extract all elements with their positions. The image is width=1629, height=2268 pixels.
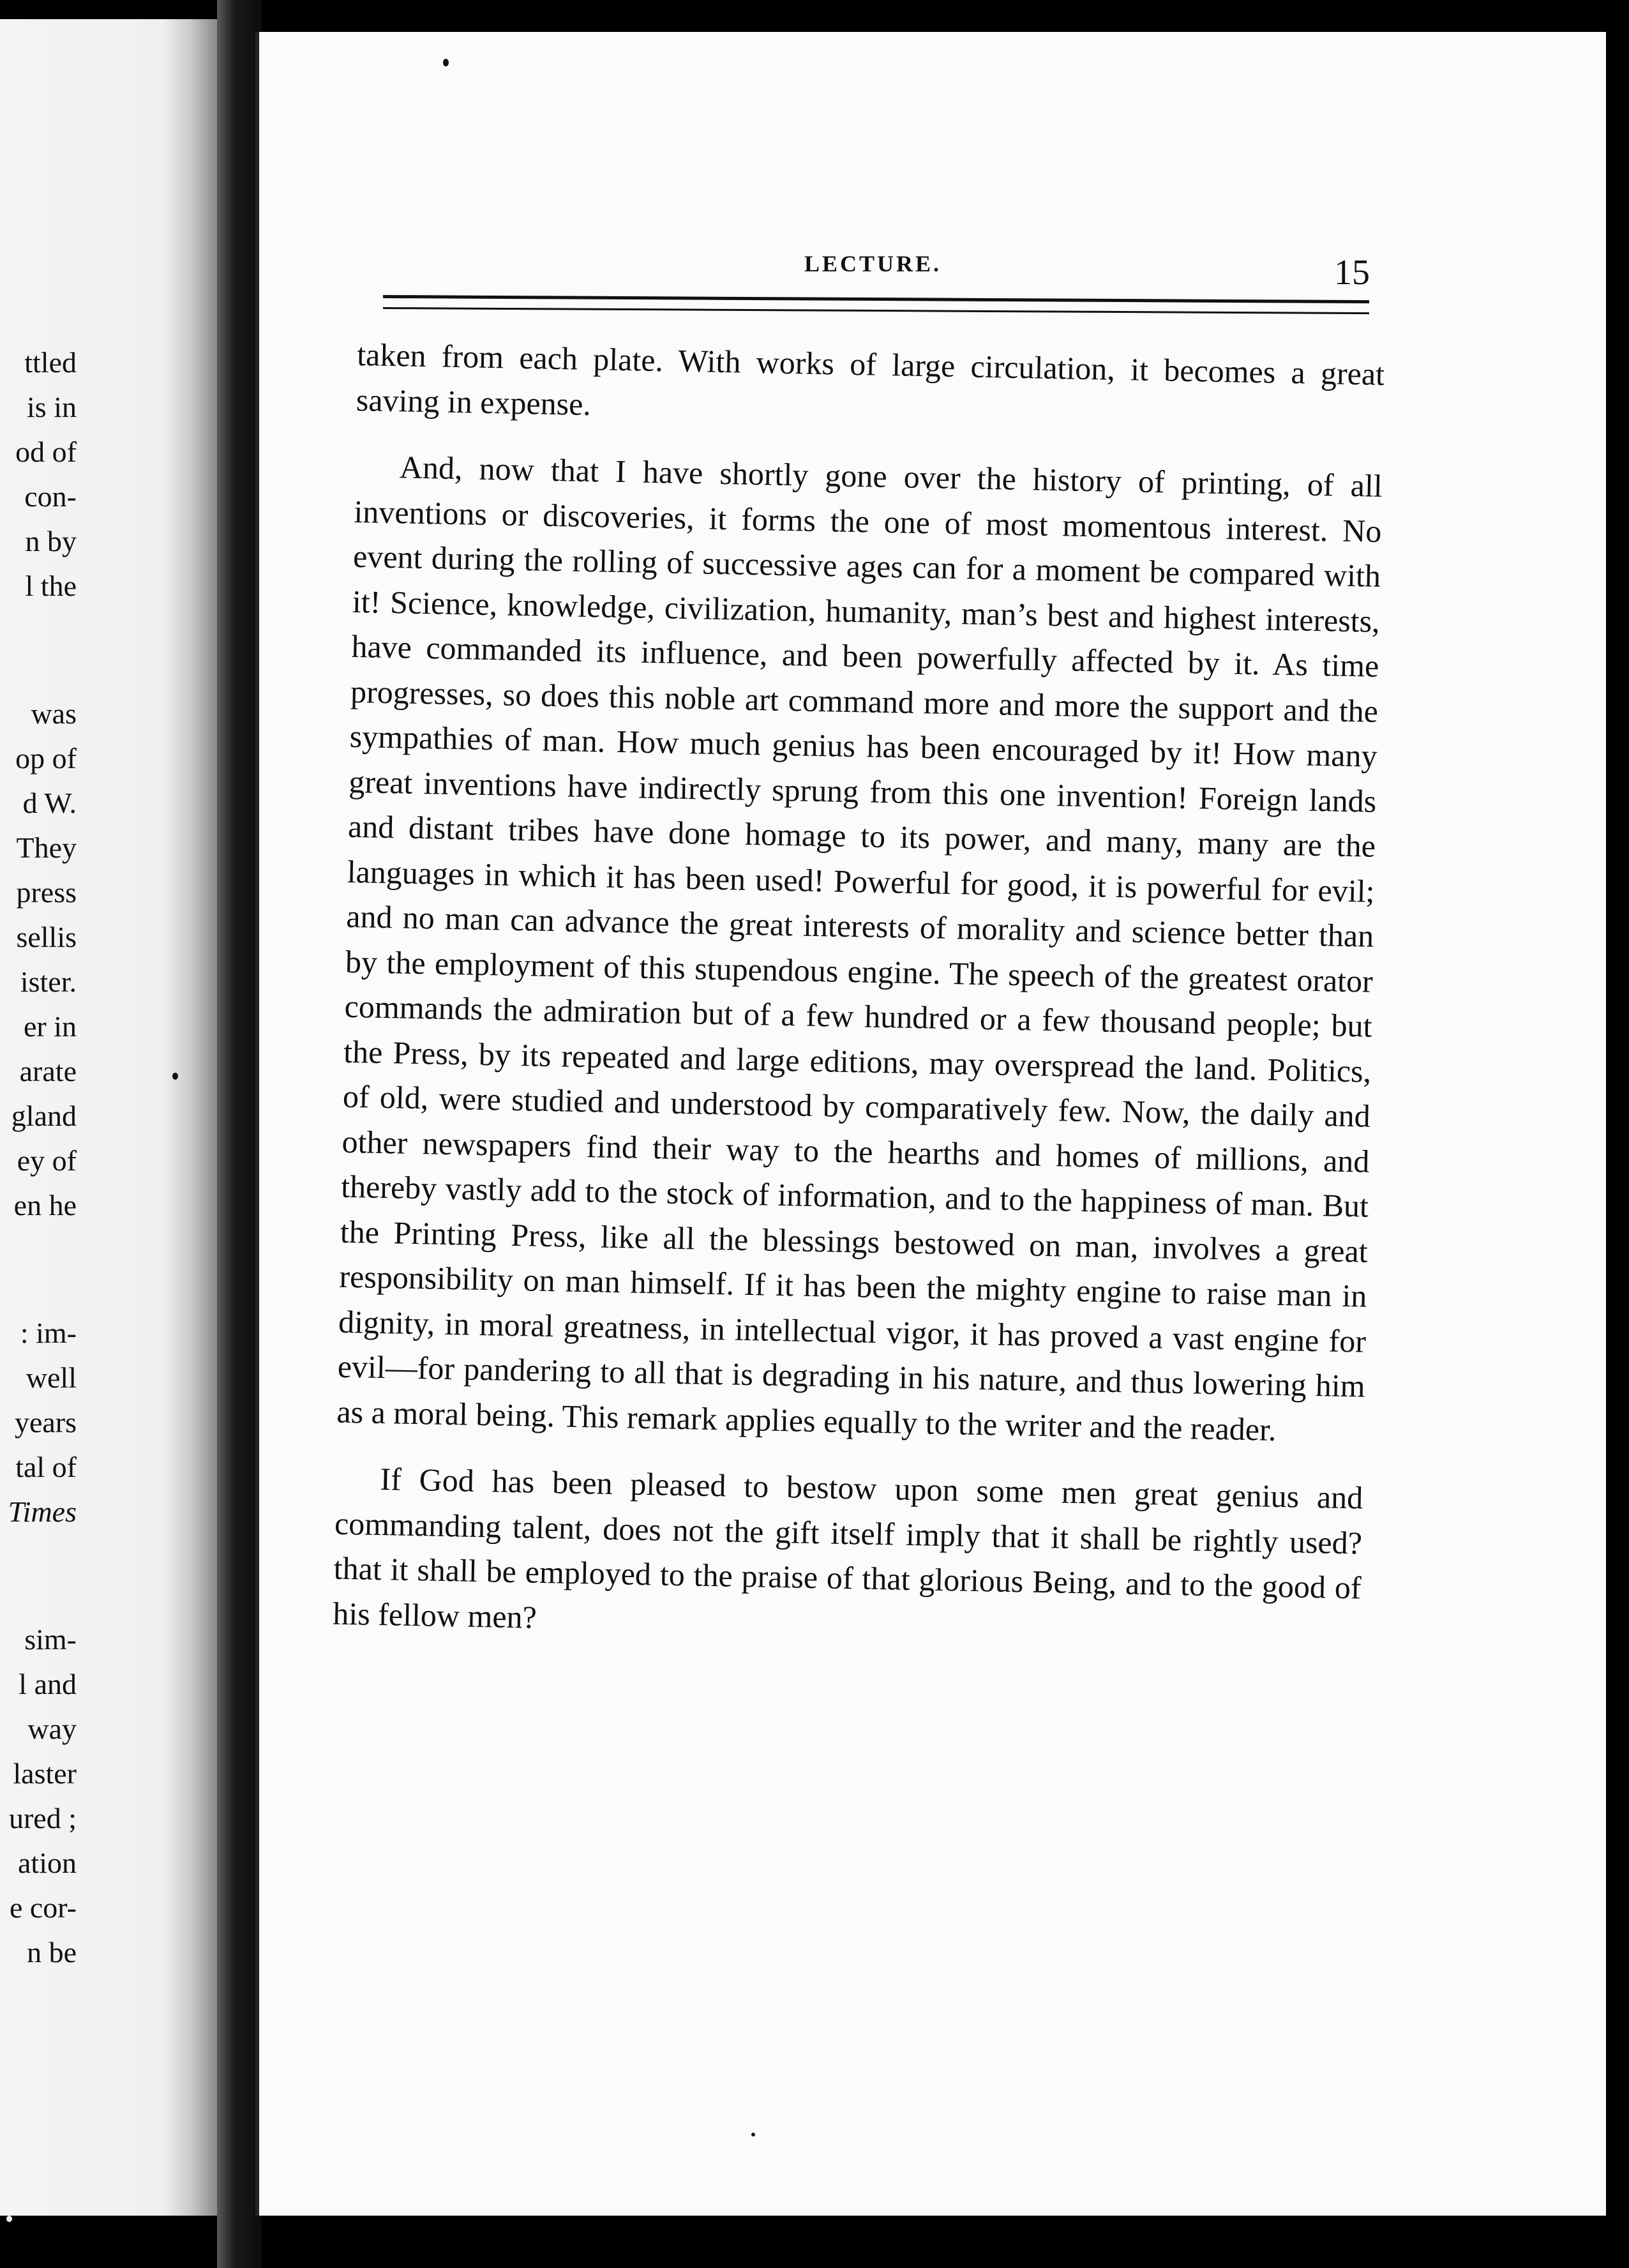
paragraph: taken from each plate. With works of large circulation, it becomes a great saving in expense. <box>356 336 1385 422</box>
ink-speck <box>6 2216 12 2222</box>
facing-page-line: well <box>26 1361 77 1394</box>
facing-page-line: sim- <box>24 1623 77 1656</box>
facing-page-line: tal of <box>15 1451 77 1483</box>
paragraph: And, now that I have shortly gone over the history of printing, of all inventions or discoveries, it forms the one of most momentous interest. No event during the rolling of successive ages can for a moment be compared with it! Science, knowledge, civilization, humanity, man’s best and highest interests, have commanded its influence, and been powerfully affected by it. As time progresses, so does this noble art command more and more the support and the sympathies of man. How much genius has been encouraged by it! How many great inventions have indirectly sprung from this one invention! Foreign lands and distant tribes have done homage to its power, and many, many are the languages in which it has been used! Powerful for good, it is powerful for evil; and no man can advance the great interests of morality and science better than by the employment of this stupendous engine. The speech of the greatest orator commands the admiration but of a few hundred or a few thousand people; but the Press, by its repeated and large editions, may overspread the land. Politics, of old, were studied and understood by comparatively few. Now, the daily and other newspapers find their way to the hearths and homes of millions, and thereby vastly add to the stock of information, and to the happiness of man. But the Printing Press, like all the blessings bestowed on man, involves a great responsibility on man himself. If it has been the mighty engine to raise man in dignity, in moral greatness, in intellectual vigor, it has proved a vast engine for evil—for pandering to all that is degrading in his nature, and thus lowering him as a moral being. This remark applies equally to the writer and the reader. <box>336 449 1383 1448</box>
facing-page-line: e cor- <box>9 1891 77 1924</box>
facing-page-line: n by <box>25 525 77 557</box>
facing-page-line: arate <box>19 1055 77 1087</box>
facing-page-line: Times <box>8 1495 77 1528</box>
facing-page-line: ttled <box>24 346 77 379</box>
facing-page <box>0 19 217 2216</box>
ink-speck <box>172 1073 178 1080</box>
facing-page-line: l the <box>25 570 77 602</box>
facing-page-line: er in <box>23 1010 77 1043</box>
facing-page-line: : im- <box>20 1317 77 1349</box>
facing-page-line: was <box>31 697 77 730</box>
facing-page-line: con- <box>24 480 77 513</box>
paragraph: If God has been pleased to bestow upon some men great genius and commanding talent, does not the gift itself imply that it shall be rightly used? that it shall be employed to the praise of that glorious Being, and to the good of his fellow men? <box>332 1461 1363 1635</box>
facing-page-line: d W. <box>22 787 77 819</box>
facing-page-line: gland <box>11 1100 77 1132</box>
facing-page-line: is in <box>27 391 77 423</box>
facing-page-line: way <box>27 1712 77 1745</box>
facing-page-line: ister. <box>20 965 77 998</box>
body-text <box>333 332 1385 1656</box>
facing-page-line: n be <box>27 1936 77 1969</box>
facing-page-line: They <box>16 831 77 864</box>
facing-page-line: od of <box>15 435 77 468</box>
ink-speck <box>751 2133 755 2136</box>
running-title: LECTURE. <box>804 251 942 276</box>
facing-page-line: press <box>16 876 77 909</box>
facing-page-line: years <box>14 1406 77 1439</box>
facing-page-line: ation <box>18 1847 77 1879</box>
facing-page-line: op of <box>15 742 77 775</box>
ink-speck <box>443 59 449 66</box>
facing-page-line: en he <box>13 1189 77 1221</box>
facing-page-line: ey of <box>17 1144 77 1177</box>
facing-page-line: l and <box>19 1668 77 1700</box>
facing-page-line: ured ; <box>8 1802 77 1834</box>
page-number: 15 <box>1334 253 1370 292</box>
facing-page-line: laster <box>13 1757 77 1790</box>
facing-page-line: sellis <box>16 921 77 953</box>
